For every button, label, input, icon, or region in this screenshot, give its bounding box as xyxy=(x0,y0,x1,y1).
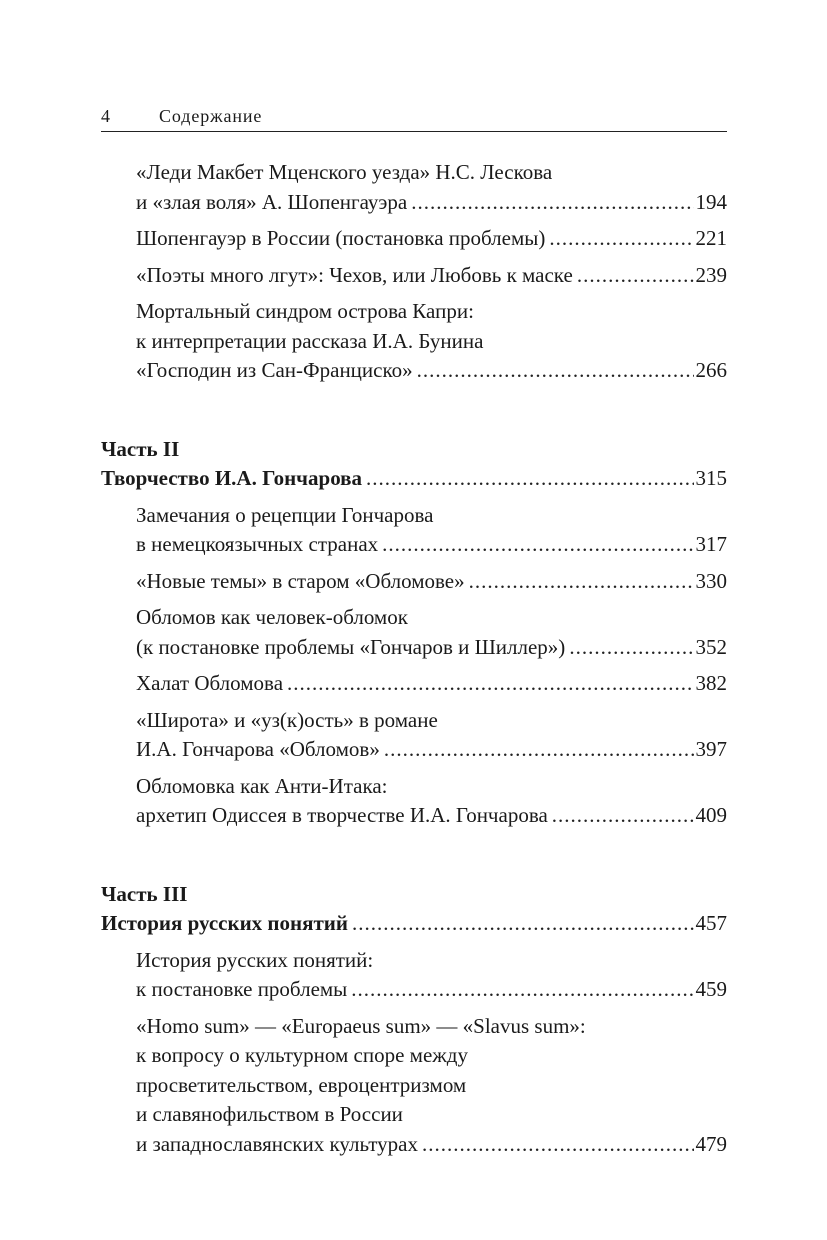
toc-entry xyxy=(101,261,727,291)
toc-entry-line: и славянофильством в России xyxy=(136,1102,403,1126)
toc-entry xyxy=(101,1012,727,1160)
toc-entry-line: Мортальный синдром острова Капри: xyxy=(136,299,474,323)
toc-entry xyxy=(101,706,727,765)
leader-dots xyxy=(352,909,693,939)
running-head xyxy=(101,104,727,132)
toc-entry xyxy=(101,946,727,1005)
leader-dots xyxy=(411,188,693,218)
toc-entry-page: 479 xyxy=(695,1131,727,1156)
part-title-entry xyxy=(101,464,727,494)
leader-dots xyxy=(351,975,693,1005)
toc-entry xyxy=(101,224,727,254)
part-title-entry xyxy=(101,909,727,939)
toc-entry-line: к вопросу о культурном споре между xyxy=(136,1043,468,1067)
toc-entry-line: Обломовка как Анти-Итака: xyxy=(136,773,388,798)
part-title: Творчество И.А. Гончарова xyxy=(101,466,363,490)
part-page: 457 xyxy=(695,911,727,935)
toc-group-3 xyxy=(101,946,727,1160)
toc-entry xyxy=(101,501,727,560)
part-page: 315 xyxy=(695,466,727,490)
part-label: Часть III xyxy=(101,881,188,906)
toc-entry-page: 317 xyxy=(695,532,727,556)
toc-entry-line: Замечания о рецепции Гончарова xyxy=(136,502,434,527)
table-of-contents xyxy=(101,158,727,1159)
toc-entry-title: и западнославянских культурах xyxy=(136,1131,418,1156)
toc-entry-line: «Homo sum» — «Europaeus sum» — «Slavus sum»: xyxy=(136,1013,586,1038)
leader-dots xyxy=(577,261,694,291)
toc-entry xyxy=(101,603,727,662)
toc-entry-line: просветительством, евроцентризмом xyxy=(136,1072,467,1097)
leader-dots xyxy=(552,801,694,831)
leader-dots xyxy=(422,1130,694,1160)
toc-entry-line: «Леди Макбет Мценского уезда» Н.С. Лескова xyxy=(136,160,553,184)
toc-entry-page: 459 xyxy=(695,977,727,1001)
leader-dots xyxy=(382,530,693,560)
toc-entry-title: «Поэты много лгут»: Чехов, или Любовь к маске xyxy=(136,262,573,287)
toc-entry-title: (к постановке проблемы «Гончаров и Шиллер») xyxy=(136,634,566,659)
toc-entry-line: Обломов как человек-обломок xyxy=(136,605,408,629)
toc-entry xyxy=(101,567,727,597)
toc-entry-title: и «злая воля» А. Шопенгауэра xyxy=(136,189,408,214)
toc-entry-title: «Новые темы» в старом «Обломове» xyxy=(136,568,465,593)
part-label: Часть II xyxy=(101,436,180,461)
toc-entry-page: 409 xyxy=(695,803,727,827)
toc-entry-page: 239 xyxy=(695,262,727,287)
toc-entry-page: 266 xyxy=(695,358,727,382)
toc-entry-line: История русских понятий: xyxy=(136,947,374,972)
leader-dots xyxy=(569,633,693,663)
toc-entry xyxy=(101,297,727,386)
toc-entry-page: 352 xyxy=(695,634,727,659)
toc-entry xyxy=(101,772,727,831)
toc-entry xyxy=(101,669,727,699)
leader-dots xyxy=(549,224,693,254)
leader-dots xyxy=(384,735,694,765)
toc-group-1 xyxy=(101,158,727,386)
toc-entry-title: Шопенгауэр в России (постановка проблемы) xyxy=(136,226,546,250)
toc-entry-title: архетип Одиссея в творчестве И.А. Гончарова xyxy=(136,803,548,827)
toc-entry-page: 194 xyxy=(695,189,727,214)
part-title: История русских понятий xyxy=(101,911,349,935)
toc-page xyxy=(101,104,727,1166)
toc-entry-page: 397 xyxy=(695,737,727,761)
toc-group-2 xyxy=(101,501,727,831)
toc-entry-title: И.А. Гончарова «Обломов» xyxy=(136,737,380,761)
toc-entry-line: к интерпретации рассказа И.А. Бунина xyxy=(136,328,484,353)
toc-entry-page: 382 xyxy=(695,671,727,695)
leader-dots xyxy=(417,356,694,386)
toc-entry-title: Халат Обломова xyxy=(136,671,284,695)
leader-dots xyxy=(287,669,693,699)
toc-entry-page: 221 xyxy=(695,226,727,250)
toc-entry xyxy=(101,158,727,217)
toc-entry-title: «Господин из Сан-Франциско» xyxy=(136,358,413,382)
toc-entry-line: «Широта» и «уз(к)ость» в романе xyxy=(136,707,438,732)
leader-dots xyxy=(366,464,693,494)
page-number: 4 xyxy=(101,106,110,126)
running-title: Содержание xyxy=(159,106,263,126)
toc-entry-page: 330 xyxy=(695,568,727,593)
leader-dots xyxy=(469,567,694,597)
toc-entry-title: в немецкоязычных странах xyxy=(136,532,379,556)
toc-entry-title: к постановке проблемы xyxy=(136,977,348,1001)
